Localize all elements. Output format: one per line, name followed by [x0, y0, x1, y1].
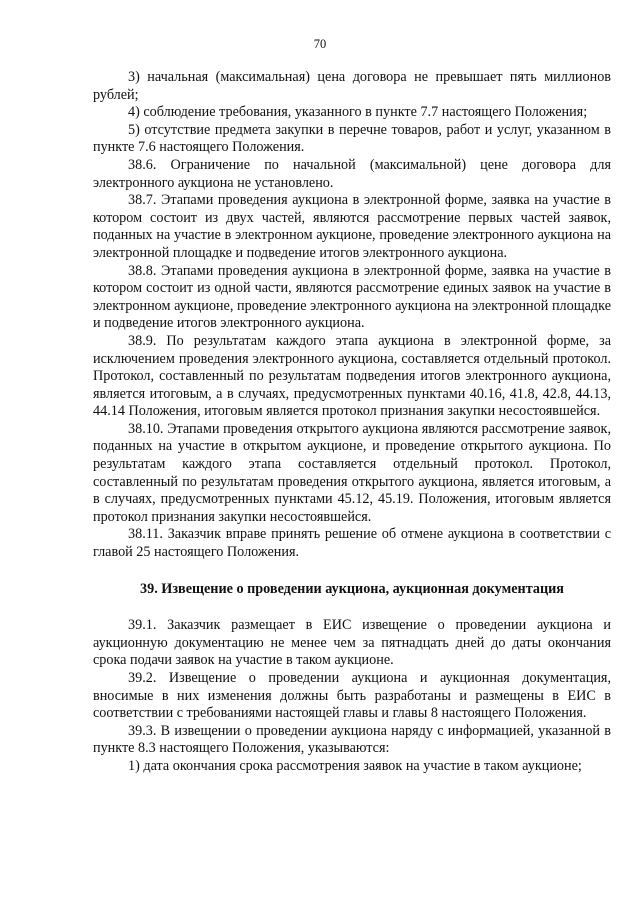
- page-body: [93, 69, 611, 776]
- paragraph-39-1: 39.1. Заказчик размещает в ЕИС извещение о проведении аукциона и аукционную документацию не менее чем за пятнадцать дней до даты окончания срока подачи заявок на участие в таком аукционе.: [93, 617, 611, 669]
- paragraph-39-3: 39.3. В извещении о проведении аукциона наряду с информацией, указанной в пункте 8.3 настоящего Положения, указываются:: [93, 722, 611, 757]
- paragraph-38-10: 38.10. Этапами проведения открытого аукциона являются рассмотрение заявок, поданных на участие в открытом аукционе, и проведение открытого аукциона. По результатам каждого этапа составляется отдельный протокол. Протокол, составленный по результатам проведения открытого аукциона, является итоговым, а в случаях, предусмотренных пунктами 45.12, 45.19. Положения, итоговым является протокол признания закупки несостоявшейся.: [93, 420, 611, 525]
- section-heading: 39. Извещение о проведении аукциона, аукционная документация: [140, 580, 564, 597]
- page-number: 70: [313, 37, 327, 51]
- paragraph-38-11: 38.11. Заказчик вправе принять решение об отмене аукциона в соответствии с главой 25 настоящего Положения.: [93, 526, 611, 561]
- paragraph-38-6: 38.6. Ограничение по начальной (максимальной) цене договора для электронного аукциона не установлено.: [93, 156, 611, 191]
- paragraph-39-2: 39.2. Извещение о проведении аукциона и аукционная документация, вносимые в них изменения должны быть разработаны и размещены в ЕИС в соответствии с требованиями настоящей главы и главы 8 настоящего Положения.: [93, 670, 611, 722]
- list-item: 3) начальная (максимальная) цена договора не превышает пять миллионов рублей;: [93, 69, 611, 103]
- paragraph-38-9: 38.9. По результатам каждого этапа аукциона в электронной форме, за исключением проведения электронного аукциона, составляется отдельный протокол. Протокол, составленный по результатам подведения итогов электронного аукциона, является итоговым, а в случаях, предусмотренных пунктами 40.16, 41.8, 42.8, 44.13, 44.14 Положения, итоговым является протокол признания закупки несостоявшейся.: [93, 332, 611, 420]
- list-item: 1) дата окончания срока рассмотрения заявок на участие в таком аукционе;: [128, 757, 582, 774]
- paragraph-38-7: 38.7. Этапами проведения аукциона в электронной форме, заявка на участие в котором состоит из двух частей, являются рассмотрение первых частей заявок, поданных на участие в электронном аукционе, проведение электронного аукциона на электронной площадке и подведение итогов электронного аукциона.: [93, 192, 611, 261]
- list-item: 5) отсутствие предмета закупки в перечне товаров, работ и услуг, указанном в пункте 7.6 настоящего Положения.: [93, 121, 611, 156]
- list-item: 4) соблюдение требования, указанного в пункте 7.7 настоящего Положения;: [128, 104, 588, 121]
- paragraph-38-8: 38.8. Этапами проведения аукциона в электронной форме, заявка на участие в котором состоит из одной части, являются рассмотрение единых заявок на участие в электронном аукционе, проведение электронного аукциона на электронной площадке и подведение итогов электронного аукциона.: [93, 262, 611, 332]
